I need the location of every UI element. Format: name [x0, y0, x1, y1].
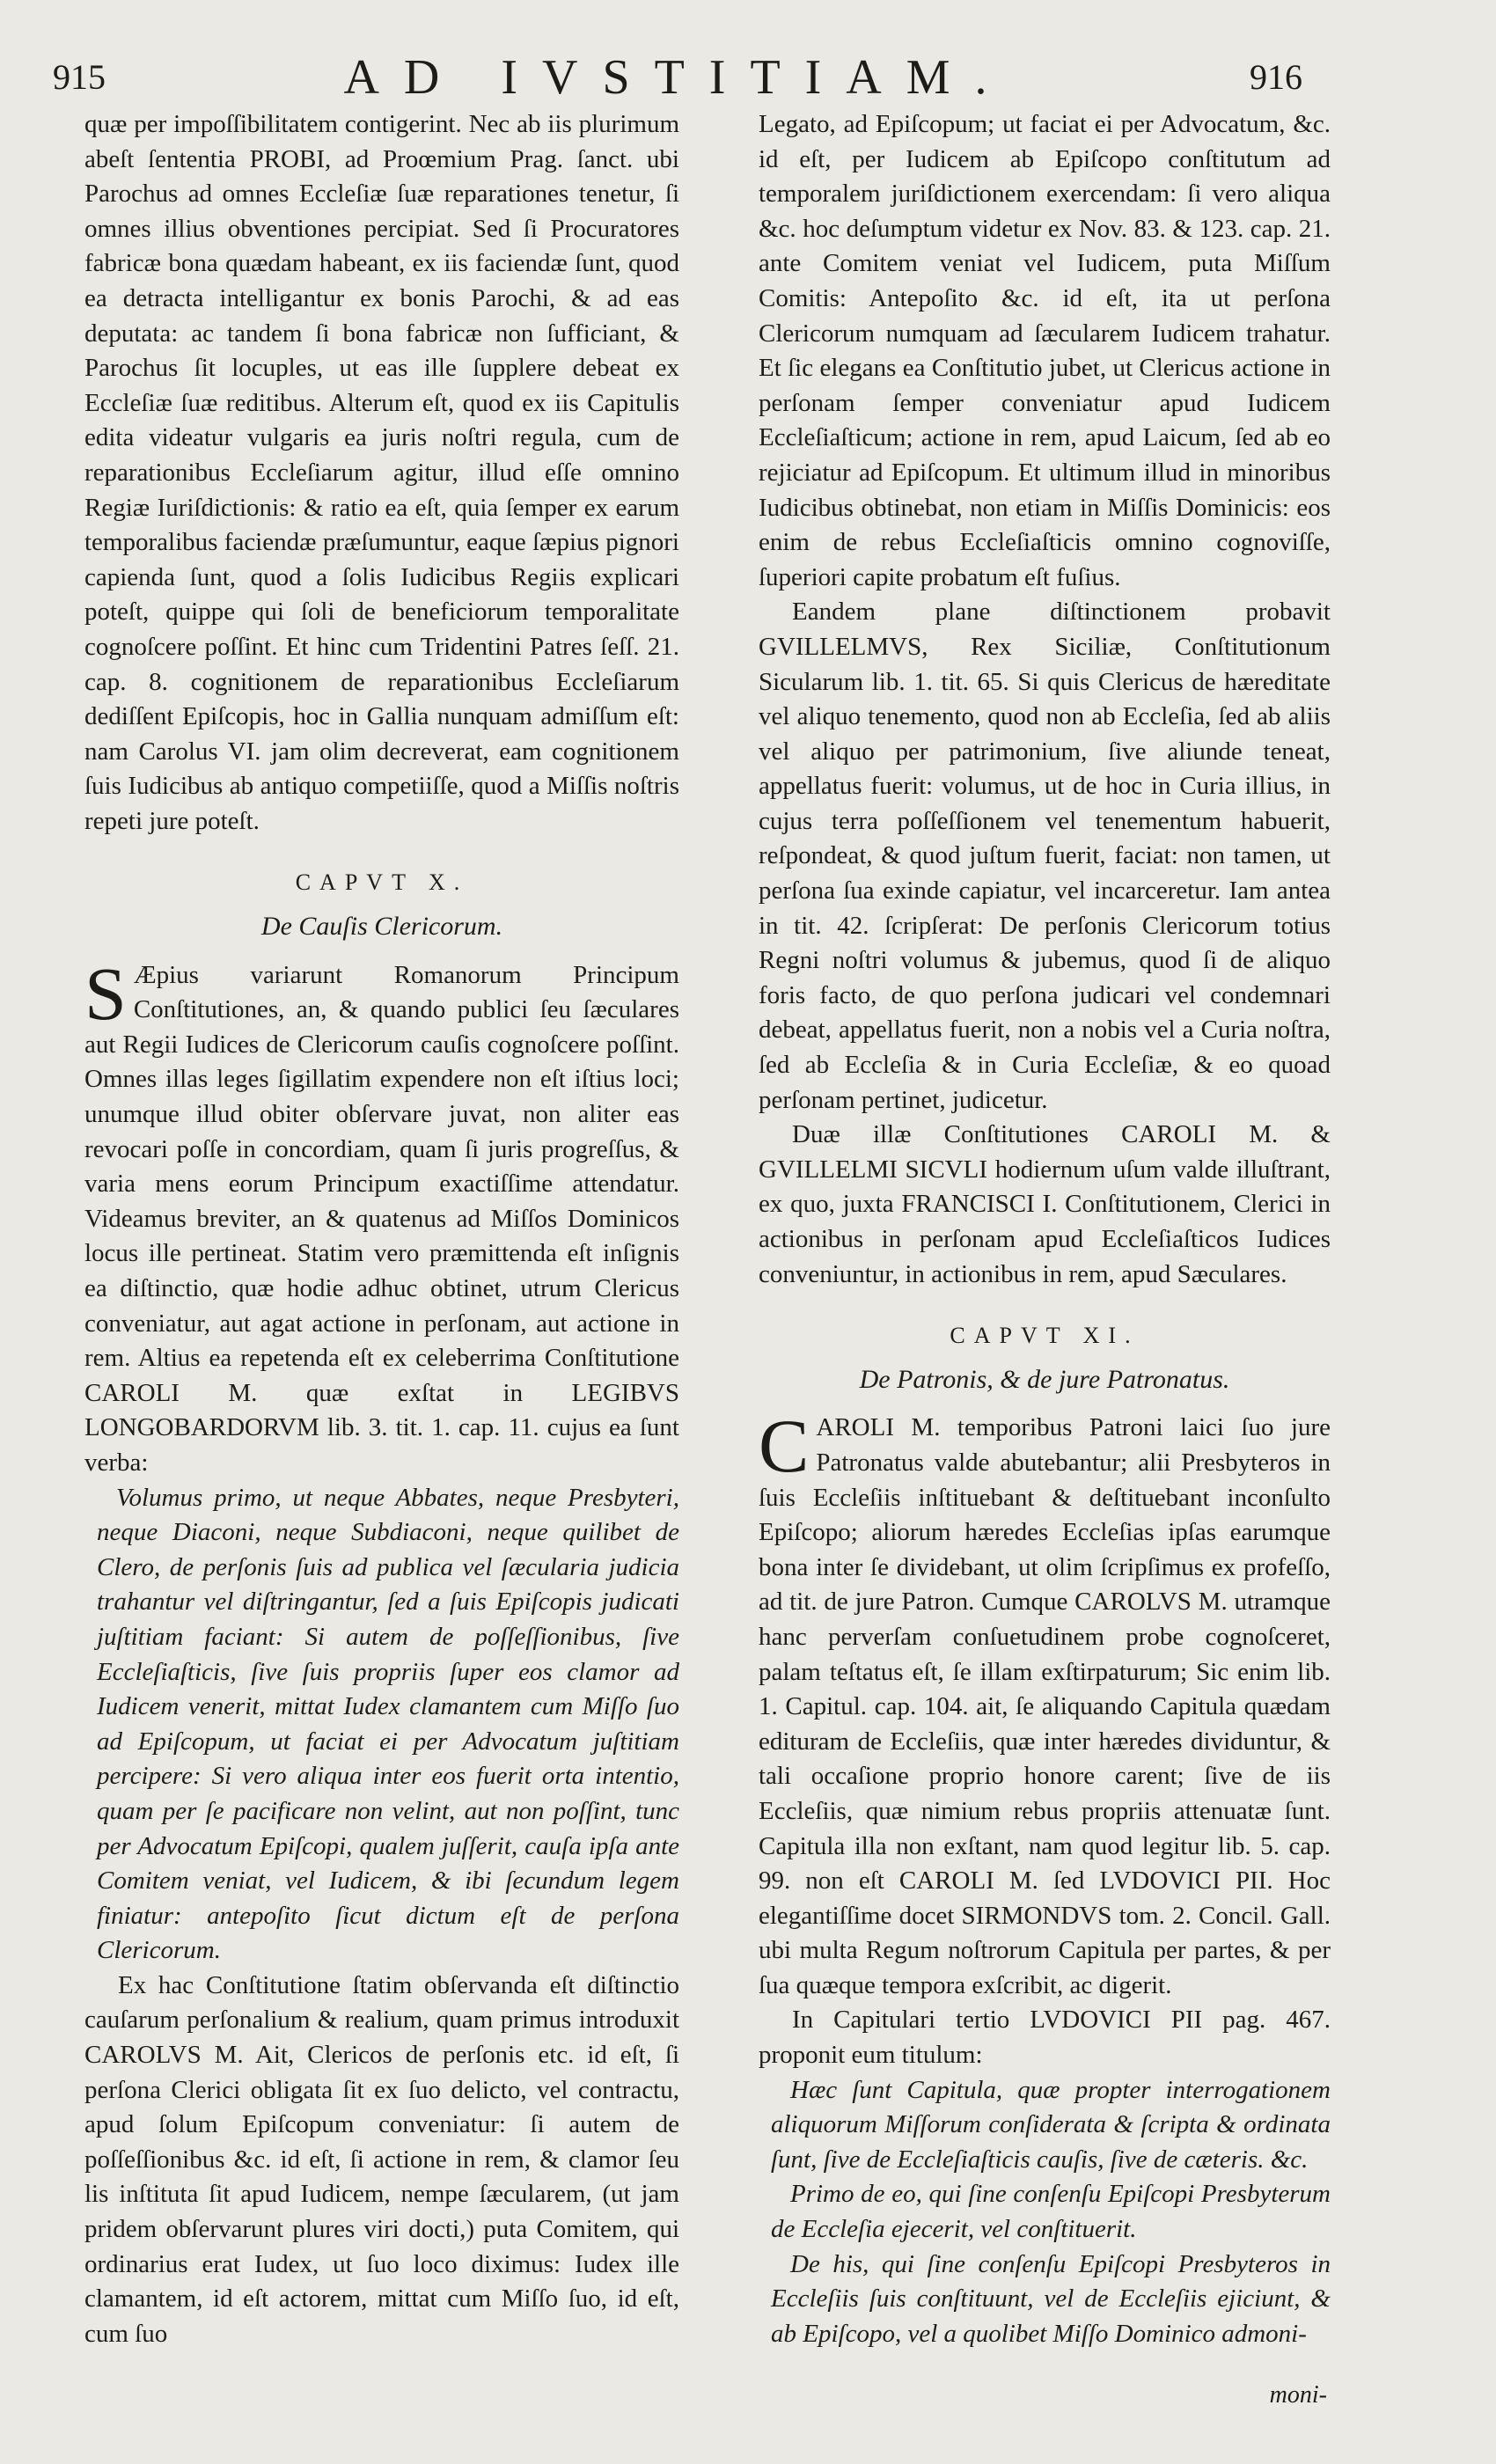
- chapter-title: De Cauſis Clericorum.: [260, 912, 503, 942]
- chapter-heading: CAPVT X.: [295, 869, 469, 896]
- quotation: Hæc ſunt Capitula, quæ propter interrogationem aliquorum Miſſorum conſiderata & ſcripta & ordinata ſunt, ſive de Eccleſiaſticis cauſis, ſive de cæteris. &c.: [771, 2075, 1331, 2174]
- chapter-heading: CAPVT XI.: [950, 1323, 1140, 1349]
- page-number-right: 916: [1250, 57, 1302, 97]
- paragraph: Ex hac Conſtitutione ſtatim obſervanda eſt diſtinctio cauſarum perſonalium & realium, quam primus introduxit CAROLVS M. Ait, Clericos de perſonis etc. id eſt, ſi perſona Clerici obligata ſit ex ſuo delicto, vel contractu, apud ſolum Epiſcopum conveniatur: ſi autem de poſſeſſionibus &c. id eſt, ſi actione in rem, & clamor ſeu lis inſtituta ſit apud Iudicem, nempe ſæcularem, (ut jam pridem obſervarunt plures viri docti,) puta Comitem, qui ordinarius erat Iudex, ut ſuo loco diximus: Iudex ille clamantem, id eſt actorem, mittat cum Miſſo ſuo, id eſt, cum ſuo: [84, 1970, 679, 2348]
- quotation: De his, qui ſine conſenſu Epiſcopi Presbyteros in Eccleſiis ſuis conſtituunt, vel de Eccleſiis ejiciunt, & ab Epiſcopo, vel a quolibet Miſſo Dominico admoni-: [771, 2249, 1331, 2348]
- page-number-left: 915: [53, 57, 106, 97]
- paragraph: quæ per impoſſibilitatem contigerint. Nec ab iis plurimum abeſt ſententia PROBI, ad Proœmium Prag. ſanct. ubi Parochus ad omnes Eccleſiæ ſuæ reparationes tenetur, ſi omnes illius obventiones percipiat. Sed ſi Procuratores fabricæ bona quædam habeant, ex iis faciendæ ſunt, quod ea detracta intelligantur ex bonis Parochi, & ad eas deputata: ac tandem ſi bona fabricæ non ſufficiant, & Parochus ſit locuples, ut eas ille ſupplere debeat ex Eccleſiæ ſuæ reditibus. Alterum eſt, quod ex iis Capitulis edita videatur vulgaris ea juris noſtri regula, cum de reparationibus Eccleſiarum agitur, illud eſſe omnino Regiæ Iuriſdictionis: & ratio ea eſt, quia ſemper ex earum temporalibus faciendæ præſumuntur, eaque ſæpius pignori capienda ſunt, quod a ſolis Iudicibus Regiis explicari poteſt, quippe qui ſoli de beneficiorum temporalitate cognoſcere poſſint. Et hinc cum Tridentini Patres ſeſſ. 21. cap. 8. cognitionem de reparationibus Eccleſiarum dediſſent Epiſcopis, hoc in Gallia nunquam admiſſum eſt: nam Carolus VI. jam olim decreverat, eam cognitionem ſuis Iudicibus ab antiquo competiiſſe, quod a Miſſis noſtris repeti jure poteſt.: [84, 110, 679, 835]
- chapter-title: De Patronis, & de jure Patronatus.: [859, 1364, 1230, 1394]
- quotation: Volumus primo, ut neque Abbates, neque Presbyteri, neque Diaconi, neque Subdiaconi, neque quilibet de Clero, de perſonis ſuis ad publica vel ſæcularia judicia trahantur vel diſtringantur, ſed a ſuis Epiſcopis judicati juſtitiam faciant: Si autem de poſſeſſionibus, ſive Eccleſiaſticis, ſive ſuis propriis ſuper eos clamor ad Iudicem venerit, mittat Iudex clamantem cum Miſſo ſuo ad Epiſcopum, ut faciat ei per Advocatum juſtitiam percipere: Si vero aliqua inter eos fuerit orta intentio, quam per ſe pacificare non velint, aut non poſſint, tunc per Advocatum Epiſcopi, qualem juſſerit, cauſa ipſa ante Comitem veniat, vel Iudicem, & ibi ſecundum legem finiatur: antepoſito ſicut dictum eſt de perſona Clericorum.: [97, 1483, 679, 1965]
- drop-cap: S: [84, 950, 127, 1036]
- paragraph: Duæ illæ Conſtitutiones CAROLI M. & GVILLELMI SICVLI hodiernum uſum valde illuſtrant, ex quo, juxta FRANCISCI I. Conſtitutionem, Clerici in actionibus in perſonam apud Eccleſiaſticos Iudices conveniuntur, in actionibus in rem, apud Sæculares.: [759, 1120, 1331, 1288]
- right-column: [759, 107, 1331, 2413]
- paragraph: Legato, ad Epiſcopum; ut faciat ei per Advocatum, &c. id eſt, per Iudicem ab Epiſcopo conſtitutum ad temporalem juriſdictionem exercendam: ſi vero aliqua &c. hoc deſumptum videtur ex Nov. 83. & 123. cap. 21. ante Comitem veniat vel Iudicem, puta Miſſum Comitis: Antepoſito &c. id eſt, ita ut perſona Clericorum numquam ad ſæcularem Iudicem trahatur. Et ſic elegans ea Conſtitutio jubet, ut Clericus actione in perſonam ſemper conveniatur apud Iudicem Eccleſiaſticum; actione in rem, apud Laicum, ſed ab eo rejiciatur ad Epiſcopum. Et ultimum illud in minoribus Iudicibus obtinebat, non etiam in Miſſis Dominicis: eos enim de rebus Eccleſiaſticis omnino cognoviſſe, ſuperiori capite probatum eſt fuſius.: [759, 110, 1331, 591]
- drop-cap: C: [759, 1404, 810, 1489]
- paragraph: AROLI M. temporibus Patroni laici ſuo jure Patronatus valde abutebantur; alii Presbyteros in ſuis Eccleſiis inſtituebant & deſtituebant inconſulto Epiſcopo; aliorum hæredes Eccleſias ipſas earumque bona inter ſe dividebant, ut olim ſcripſimus ex profeſſo, ad tit. de jure Patron. Cumque CAROLVS M. utramque hanc perverſam conſuetudinem probe cognoſceret, palam teſtatus eſt, ſe illam exſtirpaturum; Sic enim lib. 1. Capitul. cap. 104. ait, ſe aliquando Capitula quædam edituram de Eccleſiis, quæ inter hæredes dividuntur, & tali occaſione proprio honore carent; ſive de iis Eccleſiis, quæ nimium rebus propriis attenuatæ ſunt. Capitula illa non exſtant, nam quod legitur lib. 5. cap. 99. non eſt CAROLI M. ſed LVDOVICI PII. Hoc elegantiſſime docet SIRMONDVS tom. 2. Concil. Gall. ubi multa Regum noſtrorum Capitula per partes, & per ſua quæque tempora exſcribit, ac digerit.: [759, 1413, 1331, 1999]
- paragraph: Eandem plane diſtinctionem probavit GVILLELMVS, Rex Siciliæ, Conſtitutionum Sicularum lib. 1. tit. 65. Si quis Clericus de hæreditate vel aliquo tenemento, quod non ab Eccleſia, ſed ab aliis vel aliquo per patrimonium, ſive aliunde teneat, appellatus fuerit: volumus, ut de hoc in Curia illius, in cujus terra poſſeſſionem vel tenementum habuerit, reſpondeat, & quod juſtum fuerit, faciat: non tamen, ut perſona ſua exinde capiatur, vel incarceretur. Iam antea in tit. 42. ſcripſerat: De perſonis Clericorum totius Regni noſtri volumus & jubemus, quod ſi de aliquo foris facto, de quo perſona judicari vel condemnari debeat, appellatus fuerit, non a nobis vel a Curia noſtra, ſed ab Eccleſia & in Curia Eccleſiæ, & eo quoad perſonam pertinet, judicetur.: [759, 598, 1331, 1114]
- catchword: moni-: [1269, 2381, 1327, 2409]
- running-head: [53, 51, 1302, 113]
- paragraph: In Capitulari tertio LVDOVICI PII pag. 467. proponit eum titulum:: [759, 2006, 1331, 2070]
- running-title: AD IVSTITIAM.: [343, 50, 1012, 105]
- quotation: Primo de eo, qui ſine conſenſu Epiſcopi Presbyterum de Eccleſia ejecerit, vel conſtituerit.: [771, 2180, 1331, 2244]
- paragraph: Æpius variarunt Romanorum Principum Conſtitutiones, an, & quando publici ſeu ſæculares aut Regii Iudices de Clericorum cauſis cognoſcere poſſint. Omnes illas leges ſigillatim expendere non eſt iſtius loci; unumque illud obiter obſervare juvat, non aliter eas revocari poſſe in concordiam, quam ſi juris progreſſus, & varia mens eorum Principum exactiſſime attendatur. Videamus breviter, an & quatenus ad Miſſos Dominicos locus ille pertineat. Statim vero præmittenda eſt inſignis ea diſtinctio, quæ hodie adhuc obtinet, utrum Clericus conveniatur, aut agat actione in perſonam, aut actione in rem. Altius ea repetenda eſt ex celeberrima Conſtitutione CAROLI M. quæ exſtat in LEGIBVS LONGOBARDORVM lib. 3. tit. 1. cap. 11. cujus ea ſunt verba:: [84, 960, 679, 1477]
- left-column: [84, 107, 679, 2413]
